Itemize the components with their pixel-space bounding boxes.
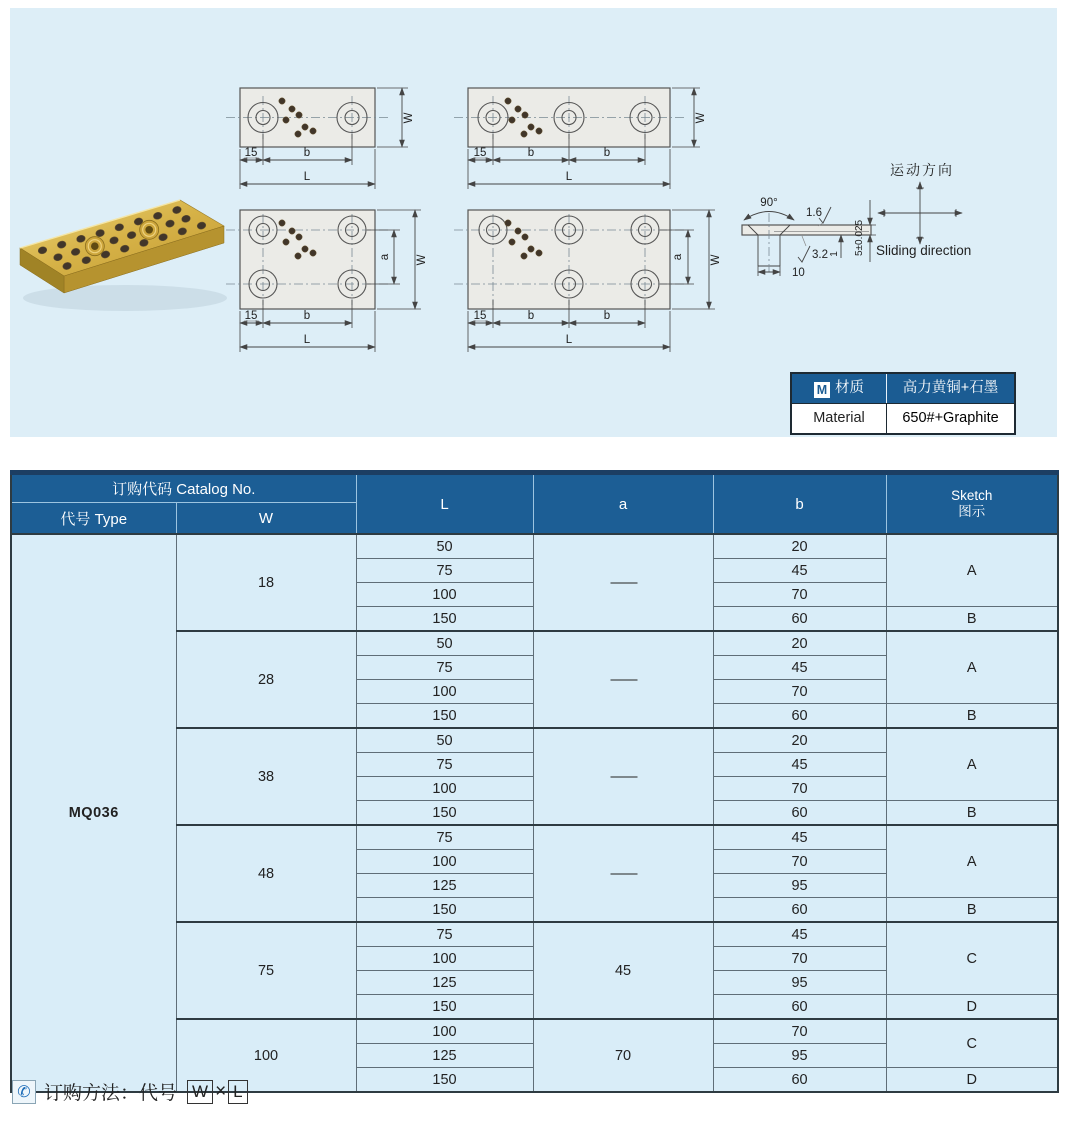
dim-label-b: b xyxy=(527,310,535,322)
material-m-badge: M xyxy=(814,382,830,398)
drawings-section xyxy=(10,8,1057,437)
l-value: 75 xyxy=(356,559,533,583)
dim-label-l: L xyxy=(565,171,573,183)
dim-label-w: W xyxy=(416,254,428,266)
material-label-en: Material xyxy=(792,404,887,433)
thickness-label: 5±0.025 xyxy=(854,219,865,256)
material-header-value: 高力黄铜+石墨 xyxy=(902,380,999,396)
b-value: 60 xyxy=(713,898,886,923)
a-value: —— xyxy=(533,534,713,631)
phone-icon: ✆ xyxy=(12,1080,36,1104)
dim-label-b: b xyxy=(603,147,611,159)
a-value: 45 xyxy=(533,922,713,1019)
l-value: 100 xyxy=(356,680,533,704)
header-b: b xyxy=(713,473,886,535)
dim-label-edge: 15 xyxy=(244,147,258,159)
sketch-value: A xyxy=(886,631,1058,704)
b-value: 45 xyxy=(713,656,886,680)
depth-label: 1 xyxy=(829,251,840,257)
dim-label-angle: 90° xyxy=(760,197,778,209)
header-a: a xyxy=(533,473,713,535)
sketch-value: B xyxy=(886,704,1058,729)
b-value: 60 xyxy=(713,704,886,729)
dim-label-l: L xyxy=(303,171,311,183)
dim-label-b: b xyxy=(303,147,311,159)
material-body-row xyxy=(792,404,1014,433)
l-value: 100 xyxy=(356,1019,533,1044)
dim-label-a: a xyxy=(379,253,391,261)
material-table xyxy=(790,372,1016,435)
b-value: 45 xyxy=(713,825,886,850)
b-value: 70 xyxy=(713,583,886,607)
direction-label-en: Sliding direction xyxy=(876,243,972,258)
l-value: 150 xyxy=(356,607,533,632)
material-header-row xyxy=(792,374,1014,404)
l-value: 75 xyxy=(356,753,533,777)
material-header-label: M 材质 xyxy=(792,374,887,403)
header-w: W xyxy=(176,503,356,535)
order-code-w: W xyxy=(187,1080,213,1104)
drawing-3-hole-plate xyxy=(454,88,707,189)
type-code: MQ036 xyxy=(11,534,176,1092)
a-value: 70 xyxy=(533,1019,713,1092)
sketch-value: B xyxy=(886,607,1058,632)
sketch-value: C xyxy=(886,1019,1058,1068)
dim-label-b: b xyxy=(303,310,311,322)
finish-top-label: 1.6 xyxy=(806,207,822,219)
sketch-value: B xyxy=(886,801,1058,826)
w-value: 100 xyxy=(176,1019,356,1092)
l-value: 75 xyxy=(356,656,533,680)
order-code-l: L xyxy=(228,1080,247,1104)
order-code-times: × xyxy=(215,1080,227,1102)
sketch-value: A xyxy=(886,728,1058,801)
drawing-2-hole-plate xyxy=(226,88,415,189)
a-value: —— xyxy=(533,631,713,728)
l-value: 75 xyxy=(356,825,533,850)
l-value: 75 xyxy=(356,922,533,947)
dim-label-l: L xyxy=(303,334,311,346)
b-value: 20 xyxy=(713,728,886,753)
dim-label-b: b xyxy=(603,310,611,322)
w-value: 38 xyxy=(176,728,356,825)
header-l: L xyxy=(356,473,533,535)
b-value: 45 xyxy=(713,559,886,583)
sketch-value: C xyxy=(886,922,1058,995)
l-value: 150 xyxy=(356,898,533,923)
l-value: 100 xyxy=(356,850,533,874)
hole-width-label: 10 xyxy=(792,267,805,279)
ordering-method-label: 订购方法：代号 xyxy=(44,1083,178,1104)
dim-label-b: b xyxy=(527,147,535,159)
b-value: 20 xyxy=(713,534,886,559)
l-value: 100 xyxy=(356,947,533,971)
b-value: 70 xyxy=(713,777,886,801)
product-photo xyxy=(20,200,227,311)
a-value: —— xyxy=(533,728,713,825)
dim-label-edge: 15 xyxy=(473,310,487,322)
direction-label-zh: 运动方向 xyxy=(890,162,954,178)
l-value: 150 xyxy=(356,995,533,1020)
header-catalog-no: 订购代码 Catalog No. xyxy=(11,473,356,503)
sketch-value: D xyxy=(886,1068,1058,1093)
dim-label-edge: 15 xyxy=(244,310,258,322)
w-value: 75 xyxy=(176,922,356,1019)
dim-label-l: L xyxy=(565,334,573,346)
l-value: 100 xyxy=(356,777,533,801)
b-value: 70 xyxy=(713,1019,886,1044)
l-value: 150 xyxy=(356,801,533,826)
dim-label-w: W xyxy=(695,112,707,124)
finish-bottom-label: 3.2 xyxy=(812,249,828,261)
l-value: 100 xyxy=(356,583,533,607)
l-value: 50 xyxy=(356,728,533,753)
drawing-5-hole-plate xyxy=(454,210,722,352)
b-value: 95 xyxy=(713,971,886,995)
b-value: 70 xyxy=(713,947,886,971)
b-value: 60 xyxy=(713,1068,886,1093)
l-value: 50 xyxy=(356,534,533,559)
a-value: —— xyxy=(533,825,713,922)
dim-label-edge: 15 xyxy=(473,147,487,159)
b-value: 95 xyxy=(713,874,886,898)
w-value: 48 xyxy=(176,825,356,922)
header-type: 代号 Type xyxy=(11,503,176,535)
catalog-table-section xyxy=(10,470,1057,1093)
l-value: 125 xyxy=(356,971,533,995)
b-value: 45 xyxy=(713,922,886,947)
sketch-value: A xyxy=(886,534,1058,607)
sketch-value: B xyxy=(886,898,1058,923)
l-value: 150 xyxy=(356,1068,533,1093)
dim-label-a: a xyxy=(672,253,684,261)
ordering-method xyxy=(12,1078,250,1105)
b-value: 45 xyxy=(713,753,886,777)
material-value-en: 650#+Graphite xyxy=(902,410,999,426)
b-value: 95 xyxy=(713,1044,886,1068)
l-value: 125 xyxy=(356,874,533,898)
w-value: 28 xyxy=(176,631,356,728)
drawing-4-hole-plate xyxy=(226,210,428,352)
sliding-direction xyxy=(876,162,971,258)
b-value: 70 xyxy=(713,680,886,704)
sketch-value: D xyxy=(886,995,1058,1020)
l-value: 50 xyxy=(356,631,533,656)
sketch-value: A xyxy=(886,825,1058,898)
table-row xyxy=(11,534,1058,559)
dim-label-w: W xyxy=(710,254,722,266)
b-value: 60 xyxy=(713,607,886,632)
dim-label-w: W xyxy=(403,112,415,124)
b-value: 70 xyxy=(713,850,886,874)
b-value: 20 xyxy=(713,631,886,656)
b-value: 60 xyxy=(713,801,886,826)
cross-section-view xyxy=(742,197,876,279)
l-value: 150 xyxy=(356,704,533,729)
w-value: 18 xyxy=(176,534,356,631)
b-value: 60 xyxy=(713,995,886,1020)
catalog-table xyxy=(10,470,1059,1093)
l-value: 125 xyxy=(356,1044,533,1068)
header-sketch: Sketch 图示 xyxy=(886,473,1058,535)
